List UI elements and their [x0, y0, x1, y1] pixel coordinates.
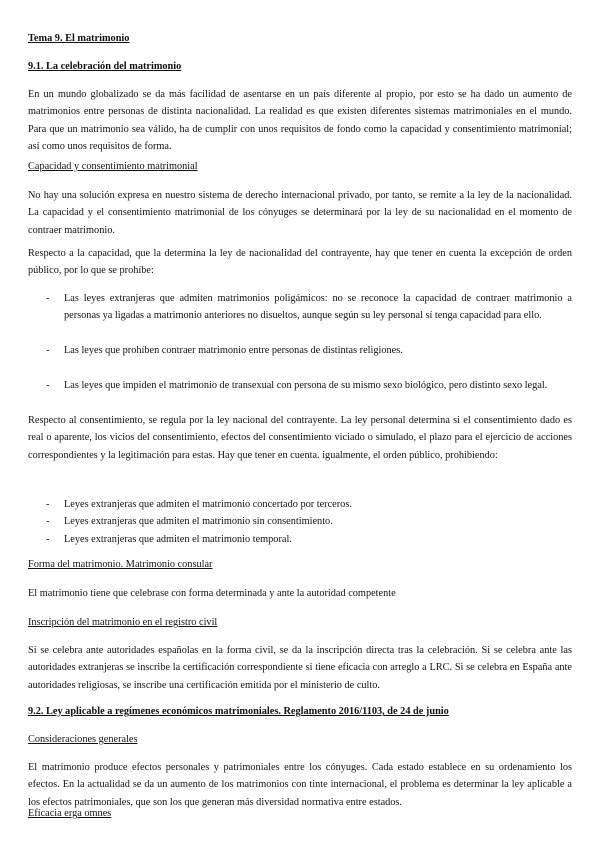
capacidad-paragraph-1: No hay una solución expresa en nuestro sistema de derecho internacional privado, por tanto, se remite a la ley de la nacionalidad. La capacidad y el consentimiento matrimonial de los cónyuges se determinará por la ley de su nacionalidad en el momento de contraer matrimonio.: [28, 190, 572, 236]
list-item-text: Leyes extranjeras que admiten el matrimonio concertado por terceros.: [64, 499, 352, 510]
list-item-text: Leyes extranjeras que admiten el matrimonio temporal.: [64, 533, 292, 545]
list-item-text: Leyes extranjeras que admiten el matrimonio sin consentimiento.: [64, 516, 333, 528]
consent-prohibitions-list: [28, 496, 572, 548]
section-9-1-heading: 9.1. La celebración del matrimonio: [28, 61, 182, 72]
list-item: - Las leyes que impiden el matrimonio de transexual con persona de su mismo sexo biológico, pero distinto sexo legal.: [46, 380, 548, 391]
forma-paragraph: El matrimonio tiene que celebrase con forma determinada y ante la autoridad competente: [28, 588, 396, 599]
capacidad-heading: Capacidad y consentimiento matrimonial: [28, 161, 198, 172]
forma-heading: Forma del matrimonio. Matrimonio consular: [28, 559, 213, 570]
capacidad-paragraph-2: Respecto a la capacidad, que la determina la ley de nacionalidad del contrayente, hay que tener en cuenta la excepción de orden público, por lo que se prohíbe:: [28, 248, 572, 277]
consideraciones-paragraph: El matrimonio produce efectos personales y patrimoniales entre los cónyuges. Cada estado establece en su ordenamiento los efectos. En la actualidad se da un aumento de los matrimonios con tinte internacional, el problema es determinar la ley aplicable a los efectos patrimoniales, que son los que generan más diversidad normativa entre estados.: [28, 762, 572, 808]
inscripcion-paragraph: Si se celebra ante autoridades españolas en la forma civil, se da la inscripción directa tras la celebración. Si se celebra ante las autoridades extranjeras se inscribe la certificación correspondiente si tiene eficacia con arreglo a LRC. Si se celebra en España ante autoridades religiosas, se inscribe una certificación emitida por el ministerio de culto.: [28, 645, 572, 691]
section-9-2-heading: 9.2. Ley aplicable a regímenes económicos matrimoniales. Reglamento 2016/1103, de 24 de junio: [28, 706, 449, 717]
list-item-text: Las leyes que prohíben contraer matrimonio entre personas de distintas religiones.: [64, 345, 403, 357]
list-item-text: Las leyes que impiden el matrimonio de transexual con persona de su mismo sexo biológico, pero distinto sexo legal.: [64, 380, 548, 391]
list-item: - Leyes extranjeras que admiten el matrimonio concertado por terceros.: [46, 499, 352, 510]
list-item: - Leyes extranjeras que admiten el matrimonio sin consentimiento.: [46, 516, 333, 528]
consideraciones-heading: Consideraciones generales: [28, 734, 138, 745]
list-item: - Leyes extranjeras que admiten el matrimonio temporal.: [46, 533, 292, 545]
consentimiento-paragraph: Respecto al consentimiento, se regula por la ley nacional del contrayente. La ley personal determina si el consentimiento dado es real o aparente, los vicios del consentimiento, efectos del consentimiento viciado o simulado, el plazo para el ejercicio de acciones correspondientes y la legitimación para estas. Hay que tener en cuenta. igualmente, el orden público, prohibiendo:: [28, 415, 572, 461]
inscripcion-heading: Inscripción del matrimonio en el registro civil: [28, 617, 218, 628]
list-item-text: Las leyes extranjeras que admiten matrimonios poligámicos: no se reconoce la capacidad de contraer matrimonio a personas ya ligadas a matrimonio anteriores no disueltos, aunque según su ley personal sí tenga capacidad para ello.: [64, 293, 572, 322]
document-title: Tema 9. El matrimonio: [28, 33, 130, 44]
prohibitions-list: [28, 290, 572, 394]
intro-paragraph: En un mundo globalizado se da más facilidad de asentarse en un país diferente al propio, por esto se ha dado un aumento de matrimonios entre personas de distinta nacionalidad. La realidad es que existen diferentes sistemas matrimoniales en el mundo. Para que un matrimonio sea válido, ha de cumplir con unos requisitos de fondo como la capacidad y consentimiento matrimonial; así como unos requisitos de forma.: [28, 89, 572, 153]
list-item: - Las leyes que prohíben contraer matrimonio entre personas de distintas religiones.: [46, 345, 403, 357]
list-item: - Las leyes extranjeras que admiten matrimonios poligámicos: no se reconoce la capacidad de contraer matrimonio a personas ya ligadas a matrimonio anteriores no disueltos, aunque según su ley personal sí tenga capacidad para ello.: [46, 293, 572, 322]
eficacia-heading: Eficacia erga omnes: [28, 808, 112, 819]
